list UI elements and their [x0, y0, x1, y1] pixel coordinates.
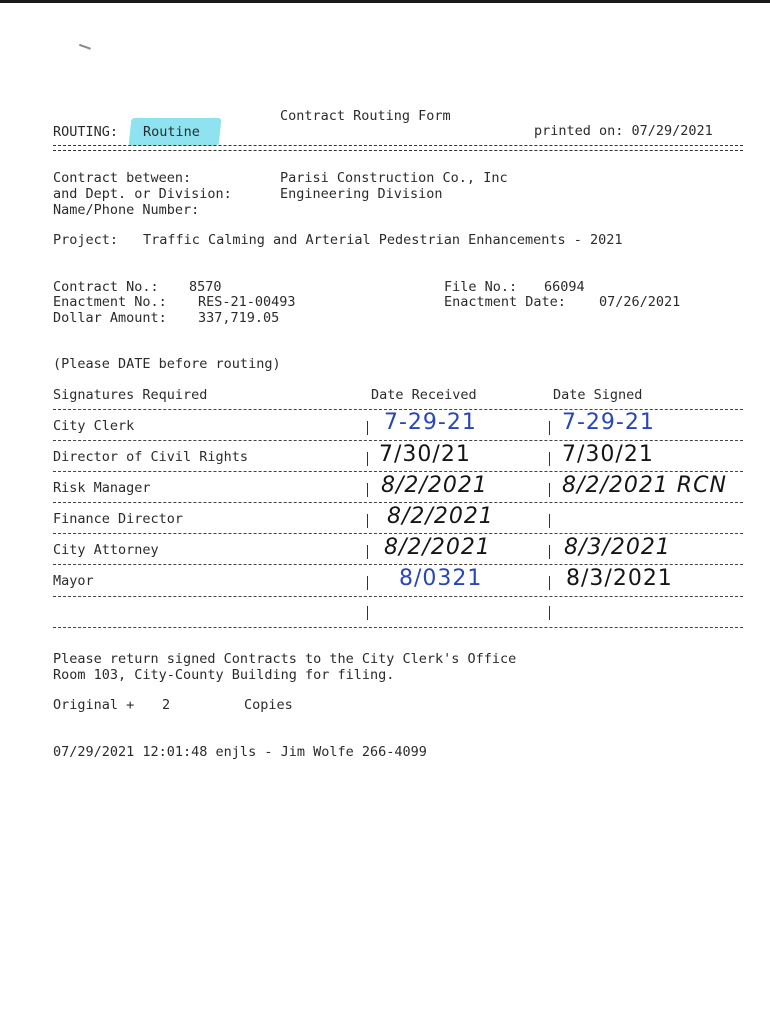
col-signed-header: Date Signed: [553, 387, 643, 403]
printed-on: printed on: 07/29/2021: [534, 123, 713, 139]
header-divider: [53, 145, 743, 151]
date-received: 8/2/2021: [381, 473, 488, 498]
row-name: Mayor: [53, 573, 94, 589]
row-name: Finance Director: [53, 511, 184, 527]
date-received: 8/0321: [399, 566, 483, 591]
contract-between-value: Parisi Construction Co., Inc: [280, 170, 508, 186]
copies-count: 2: [162, 697, 171, 713]
file-no-value: 66094: [544, 279, 585, 295]
enactment-date-value: 07/26/2021: [599, 294, 681, 310]
col-signatures-header: Signatures Required: [53, 387, 208, 403]
original-label: Original +: [53, 697, 135, 713]
project-value: Traffic Calming and Arterial Pedestrian Enhancements - 2021: [143, 232, 623, 248]
form-title: Contract Routing Form: [280, 108, 451, 124]
footer-stamp: 07/29/2021 12:01:48 enjls - Jim Wolfe 266-4099: [53, 744, 427, 760]
row-name: City Clerk: [53, 418, 135, 434]
please-date-note: (Please DATE before routing): [53, 356, 281, 372]
dollar-amount-label: Dollar Amount:: [53, 310, 167, 326]
scan-mark: [79, 38, 93, 50]
date-received: 8/2/2021: [387, 504, 494, 529]
contract-no-label: Contract No.:: [53, 279, 159, 295]
row-name: City Attorney: [53, 542, 159, 558]
return-instruction-2: Room 103, City-County Building for filing.: [53, 667, 395, 683]
name-phone-label: Name/Phone Number:: [53, 202, 200, 218]
dept-value: Engineering Division: [280, 186, 443, 202]
col-received-header: Date Received: [371, 387, 477, 403]
row-name: Risk Manager: [53, 480, 151, 496]
date-signed: 7/30/21: [562, 442, 654, 467]
date-signed: 7-29-21: [562, 410, 655, 435]
file-no-label: File No.:: [444, 279, 518, 295]
date-signed: 8/3/2021: [566, 566, 673, 591]
date-signed: 8/2/2021 RCN: [562, 473, 727, 498]
enactment-date-label: Enactment Date:: [444, 294, 566, 310]
date-signed: 8/3/2021: [564, 535, 671, 560]
contract-between-label: Contract between:: [53, 170, 192, 186]
dept-label: and Dept. or Division:: [53, 186, 232, 202]
return-instruction-1: Please return signed Contracts to the City Clerk's Office: [53, 651, 517, 667]
routing-label: ROUTING:: [53, 124, 119, 140]
routing-value: Routine: [143, 124, 200, 140]
scan-edge: [0, 0, 770, 3]
date-received: 8/2/2021: [384, 535, 491, 560]
date-received: 7-29-21: [384, 410, 477, 435]
row-name: Director of Civil Rights: [53, 449, 249, 465]
copies-label: Copies: [244, 697, 293, 713]
dollar-amount-value: 337,719.05: [198, 310, 280, 326]
project-label: Project:: [53, 232, 119, 248]
enactment-no-value: RES-21-00493: [198, 294, 296, 310]
contract-no-value: 8570: [189, 279, 222, 295]
enactment-no-label: Enactment No.:: [53, 294, 167, 310]
date-received: 7/30/21: [379, 442, 471, 467]
